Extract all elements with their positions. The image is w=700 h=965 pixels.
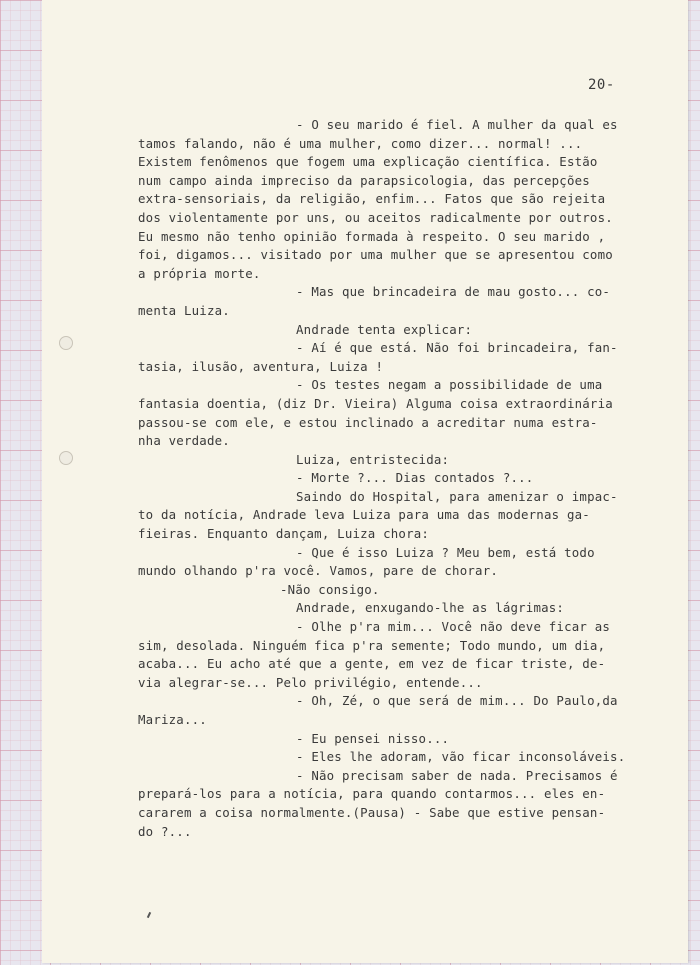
text-line: - Mas que brincadeira de mau gosto... co- (296, 284, 611, 300)
text-line: Mariza... (138, 712, 207, 727)
text-line: foi, digamos... visitado por uma mulher que se apresentou como (138, 247, 613, 263)
text-line: menta Luiza. (138, 302, 230, 318)
text-line: a própria morte. (138, 265, 261, 281)
text-line: fantasia doentia, (diz Dr. Vieira) Alguma coisa extraordinária (138, 395, 613, 411)
text-line: Andrade tenta explicar: (296, 321, 473, 337)
text-line: fieiras. Enquanto dançam, Luiza chora: (138, 526, 430, 542)
text-line: extra-sensoriais, da religião, enfim... Fatos que são rejeita (138, 191, 606, 207)
text-line: - Os testes negam a possibilidade de uma (296, 377, 603, 393)
text-line: - O seu marido é fiel. A mulher da qual es (296, 117, 618, 132)
text-line: - Não precisam saber de nada. Precisamos é (296, 767, 618, 783)
punch-hole (59, 336, 73, 350)
text-line: acaba... Eu acho até que a gente, em vez de ficar triste, de- (138, 656, 606, 672)
text-line: nha verdade. (138, 433, 230, 449)
text-line: do ?... (138, 823, 192, 839)
page-number: 20- (588, 77, 615, 93)
text-line: - Oh, Zé, o que será de mim... Do Paulo,da (296, 693, 618, 709)
text-line: Existem fenômenos que fogem uma explicação científica. Estão (138, 154, 598, 170)
pen-mark (147, 912, 151, 918)
typed-text-body (138, 116, 658, 841)
text-line: -Não consigo. (280, 581, 380, 597)
text-line: to da notícia, Andrade leva Luiza para uma das modernas ga- (138, 507, 590, 523)
text-line: - Que é isso Luiza ? Meu bem, está todo (296, 544, 595, 560)
text-line: mundo olhando p'ra você. Vamos, pare de chorar. (138, 563, 499, 579)
text-line: num campo ainda impreciso da parapsicologia, das percepções (138, 172, 590, 188)
text-line: passou-se com ele, e estou inclinado a acreditar numa estra- (138, 414, 598, 430)
text-line: - Morte ?... Dias contados ?... (296, 470, 534, 486)
text-line: Andrade, enxugando-lhe as lágrimas: (296, 600, 565, 616)
text-line: dos violentamente por uns, ou aceitos radicalmente por outros. (138, 209, 613, 225)
text-line: Eu mesmo não tenho opinião formada à respeito. O seu marido , (138, 228, 606, 244)
text-line: cararem a coisa normalmente.(Pausa) - Sabe que estive pensan- (138, 804, 606, 820)
text-line: sim, desolada. Ninguém fica p'ra semente; Todo mundo, um dia, (138, 637, 606, 653)
text-line: tamos falando, não é uma mulher, como dizer... normal! ... (138, 135, 583, 151)
text-line: Saindo do Hospital, para amenizar o impac- (296, 488, 618, 504)
text-line: via alegrar-se... Pelo privilégio, entende... (138, 674, 483, 690)
text-line: - Eu pensei nisso... (296, 730, 450, 746)
text-line: - Olhe p'ra mim... Você não deve ficar as (296, 619, 611, 635)
text-line: tasia, ilusão, aventura, Luiza ! (138, 358, 384, 374)
text-line: - Aí é que está. Não foi brincadeira, fan- (296, 340, 618, 356)
typed-page (42, 0, 688, 963)
punch-hole (59, 451, 73, 465)
text-line: Luiza, entristecida: (296, 451, 450, 467)
text-line: prepará-los para a notícia, para quando contarmos... eles en- (138, 786, 606, 802)
text-line: - Eles lhe adoram, vão ficar inconsoláveis. (296, 749, 626, 765)
